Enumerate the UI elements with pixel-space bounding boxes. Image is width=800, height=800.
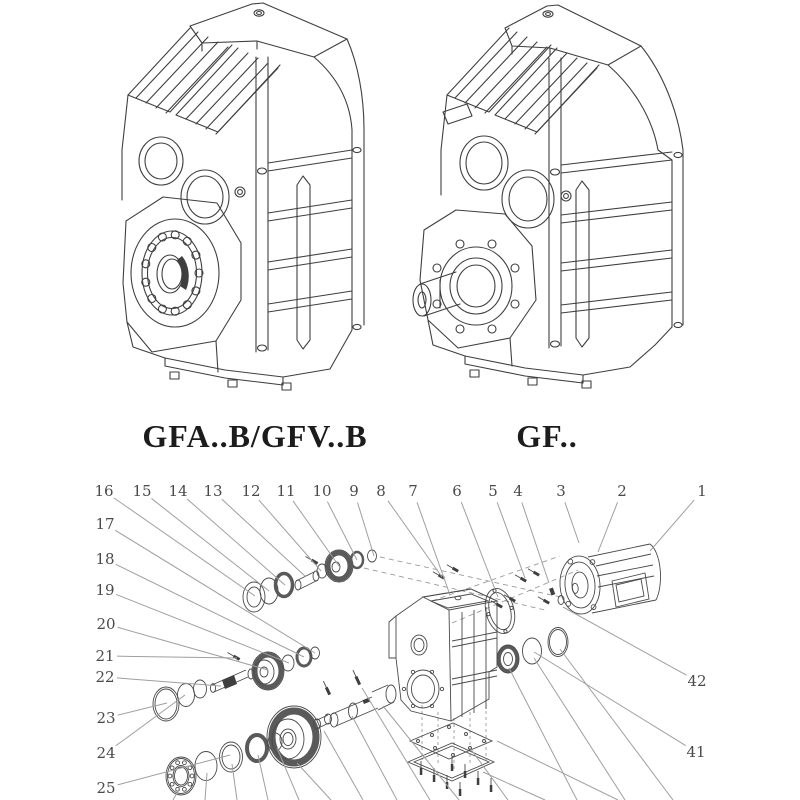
part-number-24: 24 xyxy=(96,744,116,762)
leader-line-offscreen-3 xyxy=(232,764,237,800)
housing xyxy=(389,589,497,721)
part-number-20: 20 xyxy=(96,615,116,633)
leader-line-24 xyxy=(116,695,185,746)
leader-line-41 xyxy=(534,652,686,746)
leader-line-offscreen-15 xyxy=(534,658,625,800)
part-number-14: 14 xyxy=(168,482,188,500)
leader-line-16 xyxy=(114,498,255,596)
leader-line-offscreen-6 xyxy=(297,763,331,800)
part-number-7: 7 xyxy=(408,482,418,500)
mounting-feet xyxy=(428,320,672,388)
part-number-8: 8 xyxy=(376,482,386,500)
leader-line-42 xyxy=(563,607,686,675)
leader-line-offscreen-1 xyxy=(173,784,182,800)
part-number-15: 15 xyxy=(132,482,152,500)
leader-line-offscreen-7 xyxy=(324,731,363,800)
part-number-22: 22 xyxy=(95,668,115,686)
gearbox-drawing-solid-shaft xyxy=(413,5,683,388)
leader-line-22 xyxy=(117,678,221,686)
part-number-11: 11 xyxy=(276,482,296,500)
model-label-right: GF.. xyxy=(516,418,578,454)
leader-line-offscreen-9 xyxy=(362,688,430,800)
part-number-10: 10 xyxy=(312,482,332,500)
part-number-12: 12 xyxy=(241,482,261,500)
part-number-13: 13 xyxy=(203,482,223,500)
part-number-6: 6 xyxy=(452,482,462,500)
leader-line-20 xyxy=(118,627,268,670)
part-number-18: 18 xyxy=(95,550,115,568)
leader-line-12 xyxy=(259,500,321,571)
leader-line-9 xyxy=(358,502,374,556)
leader-line-offscreen-5 xyxy=(277,748,299,800)
input-bore-bosses xyxy=(139,137,245,224)
leader-line-5 xyxy=(497,502,525,578)
part-number-19: 19 xyxy=(95,581,115,599)
leader-line-4 xyxy=(522,502,549,583)
part-number-21: 21 xyxy=(95,647,115,665)
top-plate-hole-icon xyxy=(543,11,553,17)
mounting-feet xyxy=(127,322,352,390)
leader-line-offscreen-14 xyxy=(509,668,577,800)
output-flange-and-shaft xyxy=(413,210,536,348)
leader-line-offscreen-2 xyxy=(205,773,207,800)
output-shaft xyxy=(330,685,396,727)
part-number-41: 41 xyxy=(686,743,706,761)
hollow-shaft-bearing xyxy=(123,197,241,352)
leader-line-2 xyxy=(598,502,618,552)
large-gear xyxy=(267,706,321,768)
leader-line-offscreen-11 xyxy=(470,748,508,800)
part-number-16: 16 xyxy=(94,482,114,500)
leader-line-15 xyxy=(151,498,269,591)
leader-line-offscreen-8 xyxy=(352,716,397,800)
part-number-2: 2 xyxy=(617,482,627,500)
ball-bearing xyxy=(166,757,196,795)
part-number-23: 23 xyxy=(96,709,116,727)
exploded-view xyxy=(94,482,706,800)
leader-line-3 xyxy=(565,502,579,543)
leader-line-offscreen-4 xyxy=(258,755,268,800)
part-number-42: 42 xyxy=(687,672,707,690)
leader-line-8 xyxy=(388,501,442,577)
gearbox-drawing-hollow-shaft xyxy=(122,3,364,390)
input-bore-bosses xyxy=(460,136,571,228)
top-plate-hole-icon xyxy=(254,10,264,16)
part-number-17: 17 xyxy=(95,515,115,533)
part-number-4: 4 xyxy=(513,482,523,500)
callout-layer xyxy=(94,482,706,800)
part-number-25: 25 xyxy=(96,779,116,797)
leader-line-offscreen-13 xyxy=(497,741,618,800)
part-number-5: 5 xyxy=(488,482,498,500)
part-number-9: 9 xyxy=(349,482,359,500)
side-strap-frame xyxy=(549,58,682,348)
model-label-left: GFA..B/GFV..B xyxy=(142,418,368,454)
part-number-3: 3 xyxy=(556,482,566,500)
side-strap-frame xyxy=(256,57,361,352)
leader-line-6 xyxy=(461,502,498,597)
part-number-1: 1 xyxy=(697,482,707,500)
motor xyxy=(558,544,660,615)
leader-line-13 xyxy=(222,499,306,577)
leader-line-1 xyxy=(650,500,694,551)
